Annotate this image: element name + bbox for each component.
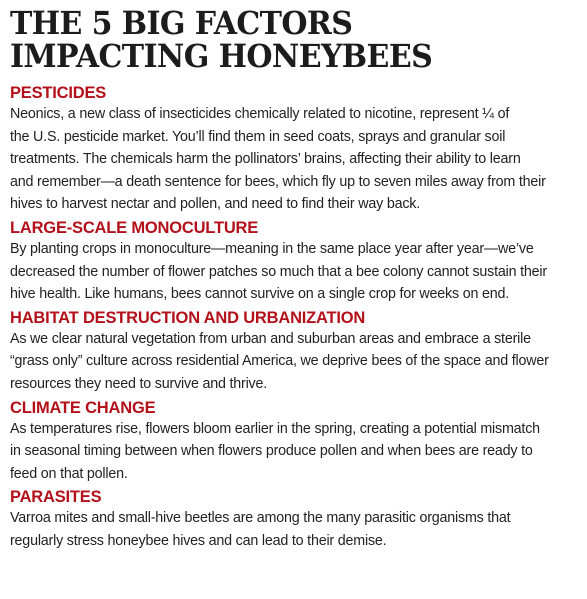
section-body — [10, 328, 582, 396]
title-line: IMPACTING HONEYBEES — [10, 38, 433, 76]
body-line: As we clear natural vegetation from urban and suburban areas and embrace a sterile — [10, 330, 531, 347]
section-heading: CLIMATE CHANGE — [10, 397, 156, 417]
section-parasites — [10, 487, 582, 552]
section-heading: HABITAT DESTRUCTION AND URBANIZATION — [10, 307, 366, 327]
section-monoculture — [10, 218, 582, 306]
section-heading: LARGE-SCALE MONOCULTURE — [10, 217, 259, 237]
body-line: “grass only” culture across residential America, we deprive bees of the space and flower — [10, 353, 549, 370]
body-line: feed on that pollen. — [10, 465, 128, 482]
body-line: Varroa mites and small-hive beetles are among the many parasitic organisms that — [10, 510, 511, 527]
section-body — [10, 507, 582, 552]
section-habitat — [10, 308, 582, 396]
body-line: the U.S. pesticide market. You’ll find them in seed coats, sprays and granular soil — [10, 128, 506, 145]
body-line: decreased the number of flower patches so much that a bee colony cannot sustain their — [10, 263, 547, 280]
body-line: treatments. The chemicals harm the pollinators’ brains, affecting their ability to learn — [10, 151, 521, 168]
body-line: resources they need to survive and thrive. — [10, 375, 268, 392]
body-line: and remember—a death sentence for bees, which fly up to seven miles away from their — [10, 173, 546, 190]
title-line: THE 5 BIG FACTORS — [10, 5, 353, 43]
section-body — [10, 103, 582, 216]
page-title — [10, 5, 582, 76]
section-body — [10, 418, 582, 486]
body-line: regularly stress honeybee hives and can lead to their demise. — [10, 532, 387, 549]
body-line: Neonics, a new class of insecticides chemically related to nicotine, represent ¼ of — [10, 106, 510, 122]
body-line: As temperatures rise, flowers bloom earlier in the spring, creating a potential mismatch — [10, 420, 540, 437]
section-heading: PARASITES — [10, 487, 102, 507]
section-heading: PESTICIDES — [10, 83, 107, 102]
section-pesticides — [10, 83, 582, 216]
body-line: By planting crops in monoculture—meaning in the same place year after year—we’ve — [10, 240, 534, 257]
article — [10, 5, 582, 553]
section-body — [10, 238, 582, 306]
body-line: in seasonal timing between when flowers produce pollen and when bees are ready to — [10, 443, 533, 460]
section-climate — [10, 398, 582, 486]
body-line: hive health. Like humans, bees cannot survive on a single crop for weeks on end. — [10, 286, 509, 303]
body-line: hives to harvest nectar and pollen, and need to find their way back. — [10, 196, 421, 213]
